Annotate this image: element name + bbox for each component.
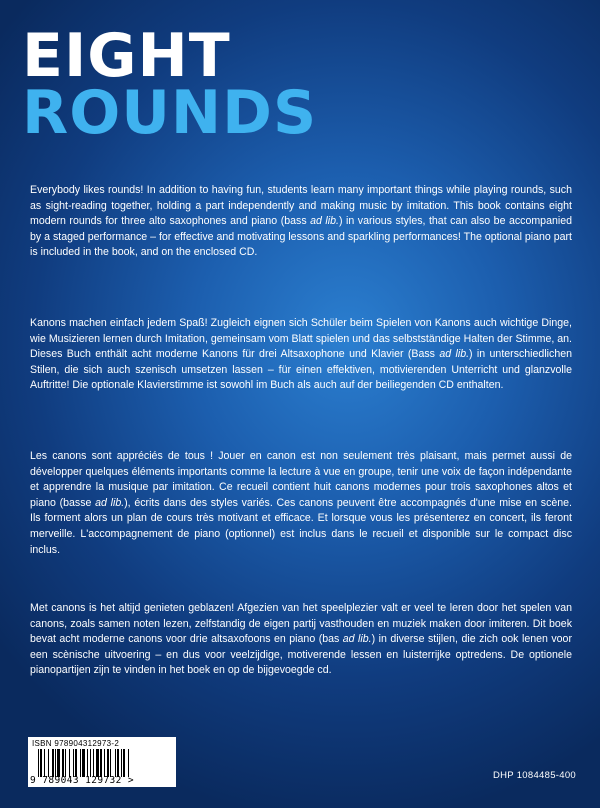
barcode-stripe (121, 749, 122, 777)
barcode-stripe (69, 749, 70, 777)
barcode-stripe (62, 749, 64, 777)
barcode-stripe (73, 749, 74, 777)
italic-ad-lib: ad lib. (95, 496, 125, 509)
barcode-stripe (38, 749, 39, 777)
text-segment: ) in various styles, that can also be accompanied by a staged performance – for effective and motivating lessons and sparkling performances! The optional piano part is included in the book, and on the enclosed CD. (30, 215, 572, 259)
book-title (22, 21, 318, 148)
barcode-stripe (93, 749, 94, 777)
barcode-stripe (128, 749, 129, 777)
barcode-stripe (96, 749, 99, 777)
isbn-text: ISBN 978904312973-2 (32, 739, 120, 748)
italic-ad-lib: ad lib. (342, 633, 372, 646)
barcode-stripe (44, 749, 45, 777)
text-segment: ) in diverse stijlen, die zich ook lenen voor een scènische uitvoering – en dus voor veelzijdige, motiverende lessen en luisterrijke optredens. De optionele pianopartijen zijn te vinden in het boek en op de bijgevoegde cd. (30, 633, 572, 677)
barcode-stripe (80, 749, 81, 777)
text-segment: ), écrits dans des styles variés. Ces canons peuvent être accompagnés d'une mise en scène. Ils forment alors un plan de cours très motivant et efficace. Et lorsque vous les présenterez en concert, ils feront merveille. L'accompagnement de piano (optionnel) est inclus dans le recueil et disponible sur le compact disc inclus. (30, 496, 572, 556)
barcode-stripe (117, 749, 119, 777)
text-segment: ) in unterschiedlichen Stilen, die sich auch szenisch umsetzen lassen – für einen effektiven, motivierenden Unterricht und glanzvolle Auftritte! Die optionale Klavierstimme ist sowohl im Buch als auch auf der beiliegenden CD enthalten. (30, 348, 572, 392)
barcode-stripe (115, 749, 116, 777)
title-line-eight: EIGHT (22, 21, 231, 91)
barcode-stripe (55, 749, 56, 777)
text-segment: Met canons is het altijd genieten geblazen! Afgezien van het speelplezier valt er veel te leren door het spelen van canons, zoals samen noten lezen, zelfstandig de eigen partij vasthouden en muziek maken door imiteren. Dit boek bevat acht moderne canons voor drie altsaxofoons en piano (bas (30, 602, 572, 646)
text-segment: Everybody likes rounds! In addition to having fun, students learn many important things while playing rounds, such as sight-reading together, holding a part independently and making music by imitation. This book contains eight modern rounds for three alto saxophones and piano (bass (30, 184, 572, 228)
barcode-stripe (65, 749, 66, 777)
title-line-rounds: ROUNDS (22, 78, 318, 148)
barcode-stripe (123, 749, 125, 777)
barcode-stripe (75, 749, 77, 777)
barcode-stripe (48, 749, 49, 777)
barcode-stripe (57, 749, 60, 777)
barcode-stripe (52, 749, 54, 777)
barcode-stripe (100, 749, 102, 777)
italic-ad-lib: ad lib. (310, 215, 339, 228)
catalog-number: DHP 1084485-400 (492, 770, 576, 781)
barcode-stripe (104, 749, 105, 777)
barcode-stripe (90, 749, 91, 777)
barcode-label (28, 737, 176, 787)
text-segment: Kanons machen einfach jedem Spaß! Zugleich eignen sich Schüler beim Spielen von Kanons auch wichtige Dinge, wie Musizieren lernen durch Imitation, gemeinsam vom Blatt spielen und das selbstständige Halten der Stimme, an. Dieses Buch enthält acht moderne Kanons für drei Altsaxophone und Klavier (Bass (30, 317, 572, 361)
barcode-stripe (110, 749, 111, 777)
description-german (30, 316, 572, 394)
description-english (30, 183, 572, 261)
barcode-stripe (40, 749, 42, 777)
italic-ad-lib: ad lib. (439, 348, 470, 361)
text-segment: Les canons sont appréciés de tous ! Jouer en canon est non seulement très plaisant, mais permet aussi de développer quelques éléments importants comme la lecture à vue en groupe, tenir une voix de façon indépendante et apprendre la musique par imitation. Ce recueil contient huit canons modernes pour trois saxophones altos et piano (basse (30, 450, 572, 509)
description-french (30, 449, 572, 558)
description-dutch (30, 601, 572, 679)
barcode-stripe (107, 749, 109, 777)
barcode-stripe (87, 749, 88, 777)
barcode-bars-icon (38, 749, 168, 777)
barcode-stripe (82, 749, 85, 777)
barcode-digits: 9 789043 129732 > (30, 775, 135, 786)
